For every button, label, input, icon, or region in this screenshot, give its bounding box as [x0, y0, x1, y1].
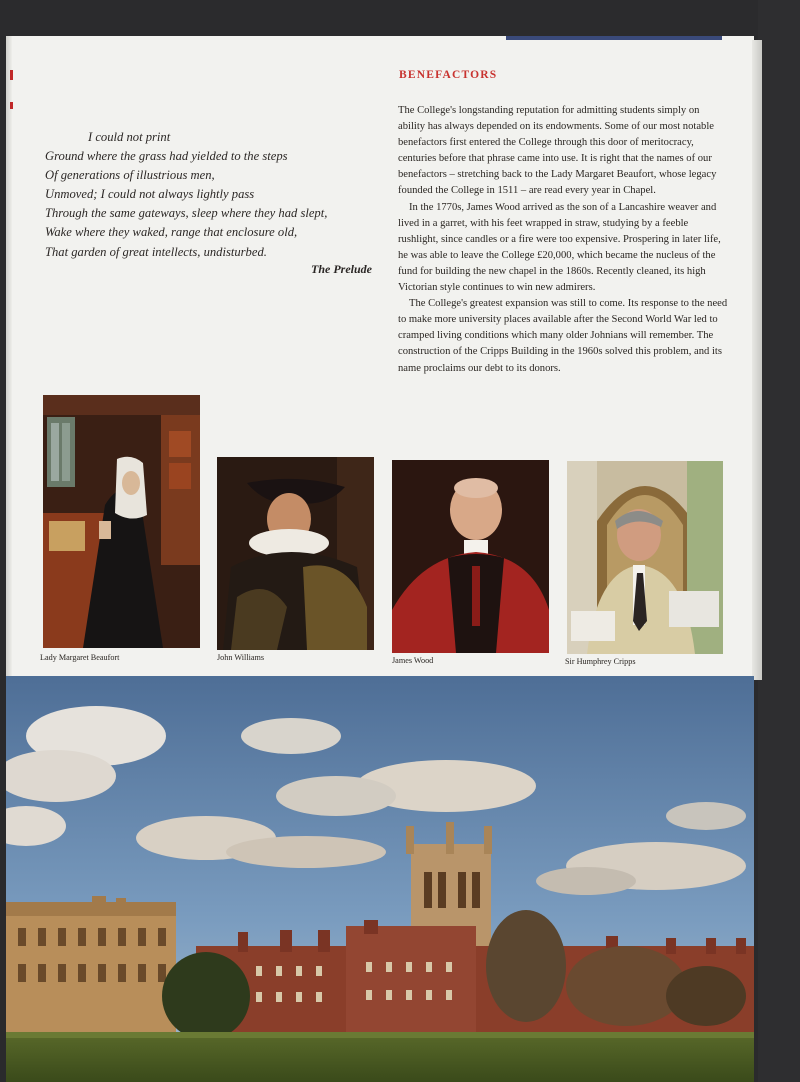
scan-background-top [0, 0, 800, 36]
article-body [398, 103, 728, 377]
poem-line: Ground where the grass had yielded to the steps [45, 149, 288, 164]
poem-line: Wake where they waked, range that enclosure old, [45, 225, 298, 240]
bleed-through-mark [10, 70, 13, 80]
portrait-james-wood [392, 460, 549, 653]
portrait-sir-humphrey-cripps [567, 461, 723, 654]
section-heading: BENEFACTORS [399, 69, 498, 81]
poem-source: The Prelude [311, 262, 372, 276]
poem-line: Through the same gateways, sleep where they had slept, [45, 206, 328, 221]
portrait-caption: James Wood [392, 656, 434, 665]
bleed-through-mark [10, 102, 13, 109]
scan-background-right [758, 0, 800, 1082]
poem-line: Unmoved; I could not always lightly pass [45, 187, 255, 202]
portrait-caption: Lady Margaret Beaufort [40, 653, 120, 662]
portrait-john-williams [217, 457, 374, 650]
college-landscape-photo [6, 676, 754, 1082]
article-paragraph: The College's greatest expansion was still to come. Its response to the need to make more university places available after the Second World War led to cramped living conditions which many older Johnians will remember. The construction of the Cripps Building in the 1960s solved this problem, and its name proclaims our debt to its donors. [398, 298, 728, 374]
page-tab-strip [506, 36, 722, 40]
page-edge [752, 40, 762, 680]
portrait-caption: Sir Humphrey Cripps [565, 657, 636, 666]
page-fold-shadow [6, 36, 12, 676]
poem-line: That garden of great intellects, undisturbed. [45, 244, 267, 259]
poem-line: Of generations of illustrious men, [45, 168, 215, 183]
poem-line: I could not print [88, 130, 171, 144]
portrait-lady-margaret-beaufort [43, 395, 200, 648]
portrait-caption: John Williams [217, 653, 265, 662]
article-paragraph: The College's longstanding reputation for admitting students simply on ability has always depended on its endowments. Some of our most notable benefactors first entered the College through this door of meritocracy, centuries before that phrase came into use. It is right that the names of our benefactors – stretching back to the Lady Margaret Beaufort, whose legacy founded the College in 1511 – are read every year in Chapel. [398, 105, 717, 197]
poem-quote [45, 128, 375, 262]
article-paragraph: In the 1770s, James Wood arrived as the son of a Lancashire weaver and lived in a garret, with his feet wrapped in straw, studying by a feeble rushlight, since candles or a fire were too expensive. Prospering in later life, he was able to leave the College £20,000, which became the nucleus of the fund for building the new chapel in the 1860s. Recently cleaned, its high Victorian style continues to win new admirers. [398, 201, 721, 294]
